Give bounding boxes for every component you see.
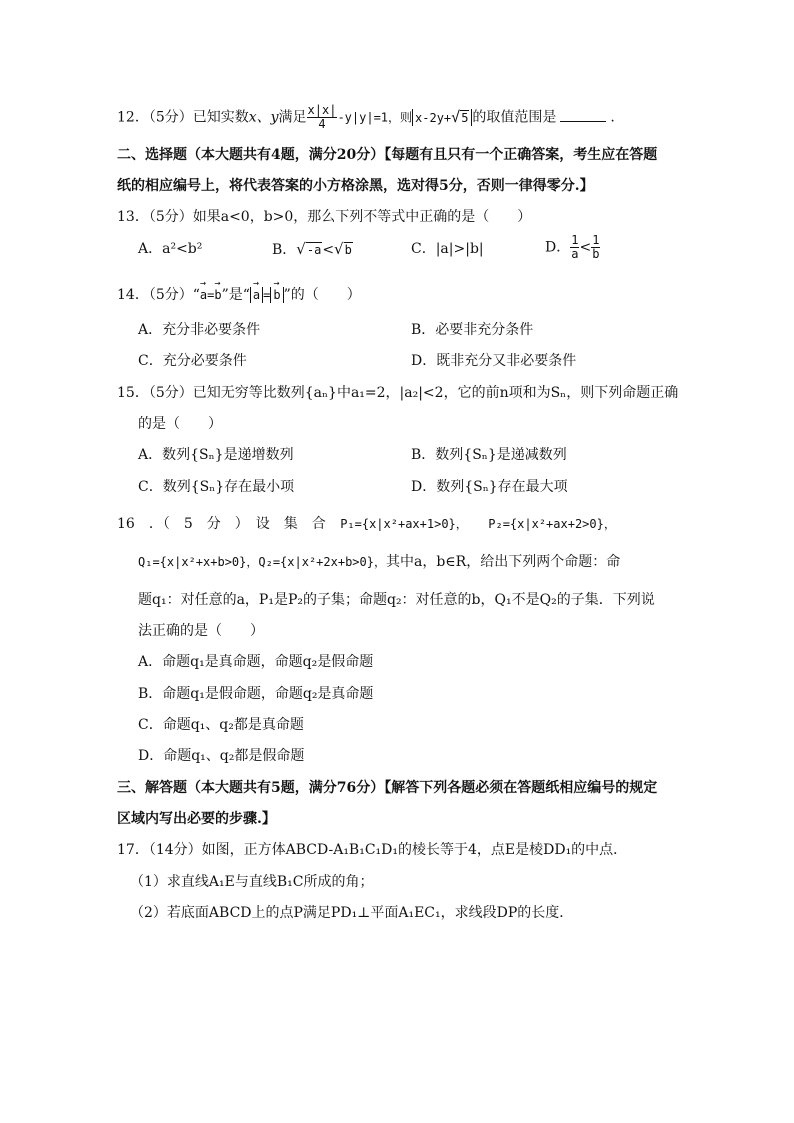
q13-optb-b: b <box>344 243 352 257</box>
question-17-stem: 17．（14分）如图，正方体ABCD-A₁B₁C₁D₁的棱长等于4，点E是棱DD₁的中点． <box>117 842 628 858</box>
q14-option-c: C．充分必要条件 <box>138 353 247 369</box>
q15-option-d: D．数列{Sₙ}存在最大项 <box>411 479 568 495</box>
q12-end: . <box>610 109 615 126</box>
q16-set-q1: Q₁={x|x²+x+b>0}， <box>138 555 259 569</box>
q14-option-d: D．既非充分又非必要条件 <box>411 353 577 369</box>
q12-suffix: 的取值范围是 <box>472 109 557 126</box>
q12-mid: 满足 <box>278 109 307 126</box>
answer-blank <box>560 109 606 122</box>
q12-sqrt-value: 5 <box>461 110 469 125</box>
q14-eq2: = <box>263 288 271 302</box>
q13-option-b <box>272 239 353 260</box>
q16-line2-tail: 其中a，b∈R，给出下列两个命题：命 <box>385 554 621 570</box>
q16-set-p1: P₁={x|x²+ax+1>0}， <box>340 517 468 531</box>
question-12 <box>117 104 615 131</box>
q14-vector-a: → a <box>200 285 207 305</box>
q15-option-a: A．数列{Sₙ}是递增数列 <box>138 447 294 463</box>
q12-prefix: 12．（5分）已知实数 <box>117 109 249 126</box>
q13-optd-label: D． <box>545 239 571 256</box>
q16-option-d: D．命题q₁、q₂都是假命题 <box>138 748 305 764</box>
q13-optd-den-1: a <box>571 247 579 261</box>
q14-option-b: B．必要非充分条件 <box>411 322 534 338</box>
section-2-line-2: 纸的相应编号上，将代表答案的小方格涂黑，选对得5分，否则一律得零分.】 <box>117 178 594 194</box>
q12-frac-num: x|x| <box>307 103 337 117</box>
q12-eq-tail: -y|y|=1，则 <box>337 110 413 125</box>
question-15-line-2: 的是（ ） <box>138 416 222 432</box>
section-3-line-1: 三、解答题（本大题共有5题，满分76分）【解答下列各题必须在答题纸相应编号的规定 <box>117 780 658 796</box>
q16-option-c: C．命题q₁、q₂都是真命题 <box>138 717 304 733</box>
q14-eq: = <box>207 288 215 302</box>
q14-vector-b: → b <box>214 285 221 305</box>
q13-optb-a: -a <box>306 243 322 257</box>
q14-abs-a-vec: → a <box>253 287 260 303</box>
q15-option-b: B．数列{Sₙ}是递减数列 <box>411 447 567 463</box>
section-2-line-1: 二、选择题（本大题共有4题，满分20分）【每题有且只有一个正确答案，考生应在答题 <box>117 147 658 163</box>
question-14-stem <box>117 285 361 305</box>
q16-set-q2: Q₂={x|x²+2x+b>0}， <box>258 555 386 569</box>
q14-mid: ”是“ <box>221 287 250 303</box>
q14-suffix: ”的（ ） <box>283 287 361 303</box>
q16-lead: 16 ．（ 5 分 ） 设 集 合 <box>117 516 326 532</box>
q12-fraction <box>307 104 338 131</box>
q13-optd-num-2: 1 <box>592 233 600 247</box>
q12-vars: x、y <box>248 109 279 126</box>
q12-abs-expr <box>412 109 472 126</box>
q13-optd-frac-2 <box>591 234 600 261</box>
q13-option-a: A．a²<b² <box>138 241 203 257</box>
question-16-line-3: 题q₁：对任意的a，P₁是P₂的子集；命题q₂：对任意的b，Q₁不是Q₂的子集．下列说 <box>138 592 655 608</box>
question-16-line-4: 法正确的是（ ） <box>138 623 264 639</box>
sqrt-sign-icon: √ <box>451 107 461 126</box>
q13-optd-lt: < <box>579 239 592 256</box>
q14-abs-b <box>270 287 283 303</box>
q16-set-p2: P₂={x|x²+ax+2>0}， <box>488 517 616 531</box>
question-16-line-2 <box>138 552 620 572</box>
question-13-stem: 13．（5分）如果a<0，b>0，那么下列不等式中正确的是（ ） <box>117 209 532 225</box>
sqrt-sign-icon: √ <box>296 240 306 258</box>
q15-option-c: C．数列{Sₙ}存在最小项 <box>138 479 295 495</box>
q16-option-a: A．命题q₁是真命题，命题q₂是假命题 <box>138 654 374 670</box>
q14-abs-a <box>250 287 263 303</box>
question-15-line-1: 15．（5分）已知无穷等比数列{aₙ}中a₁=2，|a₂|<2，它的前n项和为Sₙ，则下列命题正确 <box>117 385 679 401</box>
q13-option-c: C．|a|>|b| <box>411 241 484 257</box>
q12-abs-content: x-2y+ <box>415 110 452 125</box>
sqrt-sign-icon: √ <box>334 240 344 258</box>
q13-optb-lt: < <box>322 242 335 258</box>
q14-abs-b-vec: → b <box>273 287 280 303</box>
section-3-line-2: 区域内写出必要的步骤.】 <box>117 811 276 827</box>
question-17-part-2: （2）若底面ABCD上的点P满足PD₁⊥平面A₁EC₁，求线段DP的长度． <box>130 905 574 921</box>
q12-frac-den: 4 <box>318 117 326 131</box>
q13-optd-num-1: 1 <box>571 233 579 247</box>
q16-option-b: B．命题q₁是假命题，命题q₂是真命题 <box>138 686 374 702</box>
question-17-part-1: （1）求直线A₁E与直线B₁C所成的角； <box>130 874 374 890</box>
q13-optb-label: B． <box>272 242 297 258</box>
q13-option-d <box>545 234 600 261</box>
q14-option-a: A．充分非必要条件 <box>138 322 261 338</box>
q13-optd-den-2: b <box>592 247 600 261</box>
question-16-line-1 <box>117 514 616 534</box>
q14-prefix: 14．（5分）“ <box>117 287 200 303</box>
